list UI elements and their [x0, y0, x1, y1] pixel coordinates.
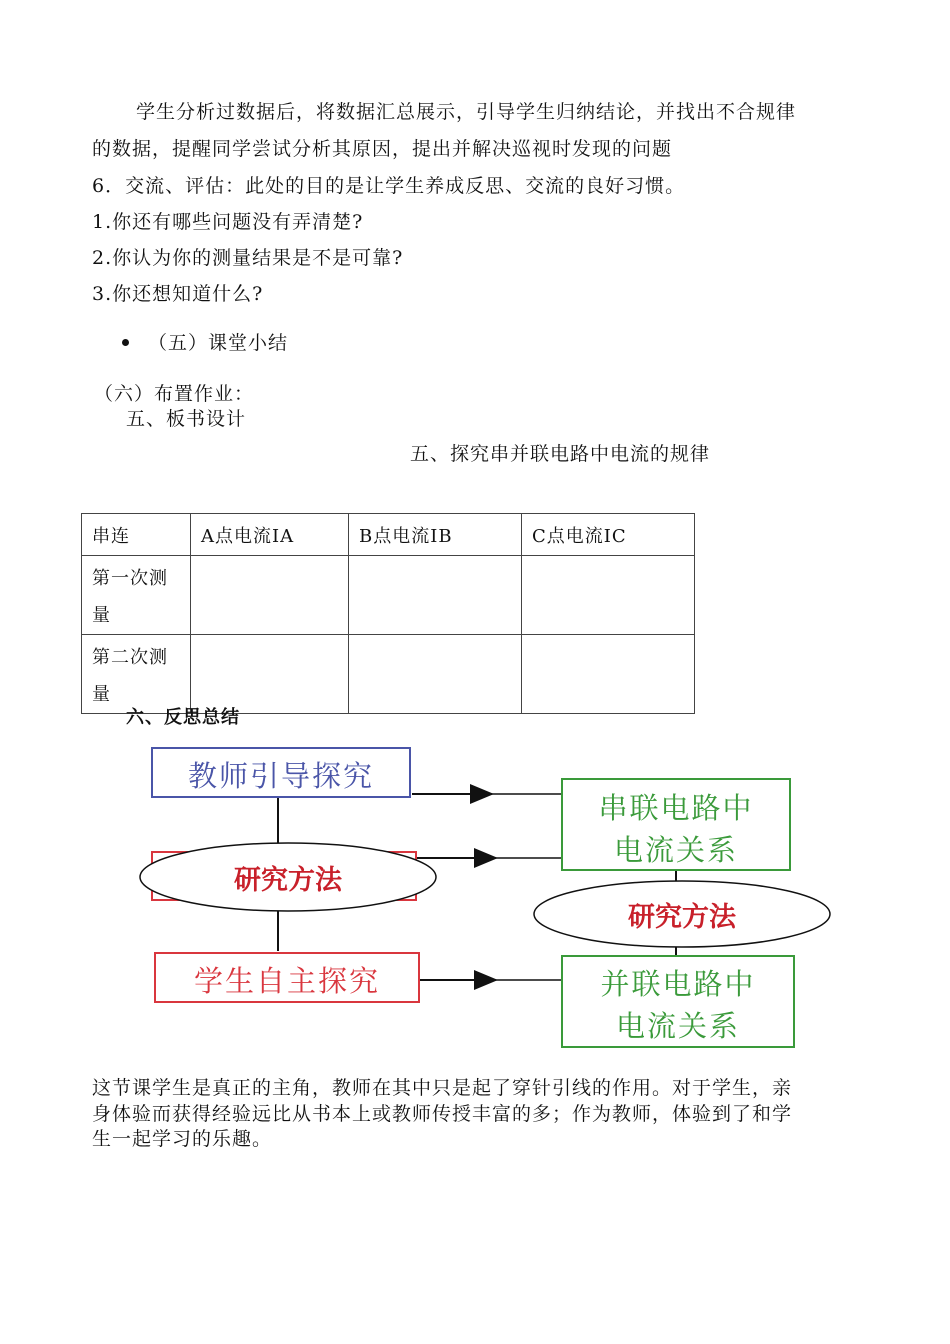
question-1: 1.你还有哪些问题没有弄清楚? — [92, 211, 364, 233]
section-summary: （五）课堂小结 — [148, 332, 289, 354]
teacher-box-label: 教师引导探究 — [187, 759, 375, 793]
table-header-cell: A点电流IA — [191, 514, 349, 556]
item-6: 6．交流、评估：此处的目的是让学生养成反思、交流的良好习惯。 — [92, 175, 686, 197]
series-box-line1: 串联电路中 — [598, 791, 754, 825]
series-box-line2: 电流关系 — [613, 833, 739, 867]
table-header-cell: 串连 — [82, 514, 191, 556]
board-title: 五、探究串并联电路中电流的规律 — [410, 443, 711, 465]
row-label: 第一次测 量 — [82, 556, 191, 635]
closing-line: 生一起学习的乐趣。 — [92, 1128, 273, 1150]
method-label-left: 研究方法 — [234, 865, 342, 896]
parallel-box-line2: 电流关系 — [615, 1009, 741, 1043]
question-2: 2.你认为你的测量结果是不是可靠? — [92, 247, 404, 269]
paragraph-line: 学生分析过数据后，将数据汇总展示，引导学生归纳结论，并找出不合规律 — [136, 101, 797, 123]
paragraph-line: 的数据，提醒同学尝试分析其原因，提出并解决巡视时发现的问题 — [92, 138, 673, 160]
closing-line: 这节课学生是真正的主角，教师在其中只是起了穿针引线的作用。对于学生，亲 — [92, 1077, 793, 1099]
section-board-design: 五、板书设计 — [126, 408, 247, 430]
table-header-cell: B点电流IB — [349, 514, 522, 556]
closing-line: 身体验而获得经验远比从书本上或教师传授丰富的多；作为教师，体验到了和学 — [92, 1103, 793, 1125]
parallel-box-line1: 并联电路中 — [600, 967, 756, 1001]
section-reflection: 六、反思总结 — [126, 707, 240, 728]
student-box-label: 学生自主探究 — [193, 964, 381, 998]
question-3: 3.你还想知道什么? — [92, 283, 264, 305]
row-label: 第二次测 量 — [82, 635, 191, 714]
section-homework: （六）布置作业： — [94, 383, 255, 405]
method-label-right: 研究方法 — [628, 902, 736, 933]
table-header-cell: C点电流IC — [522, 514, 695, 556]
